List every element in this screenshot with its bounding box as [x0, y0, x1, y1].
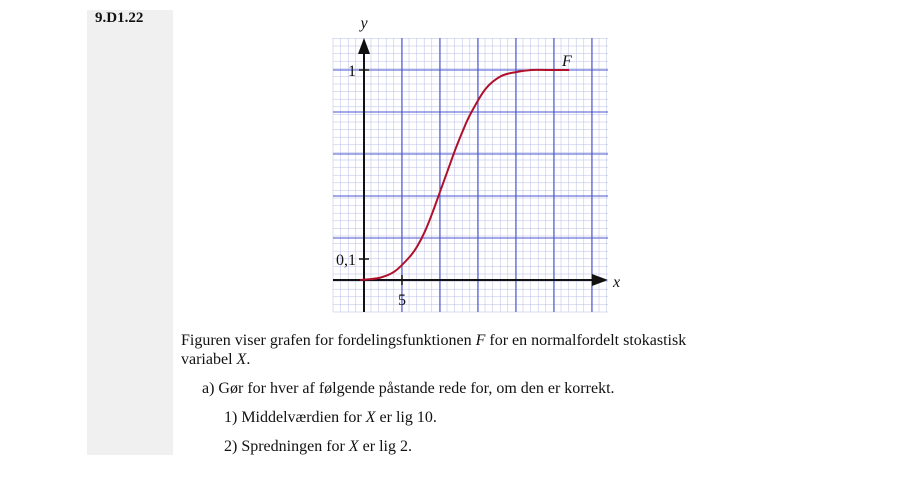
- intro-var-X: X: [236, 351, 247, 368]
- statement-1: [224, 408, 437, 427]
- statement-2-text-2: er lig 2.: [358, 438, 412, 455]
- statement-2: [224, 437, 412, 456]
- x-axis-label: x: [613, 274, 621, 291]
- statement-1-var-X: X: [365, 409, 376, 426]
- axes: [333, 15, 620, 312]
- y-tick-label-1: 1: [348, 63, 356, 80]
- y-tick-label-0.1: 0,1: [336, 252, 356, 269]
- statement-1-text-2: er lig 10.: [375, 409, 437, 426]
- part-a: a) Gør for hver af følgende påstande rede for, om den er korrekt.: [202, 380, 615, 397]
- minor-grid: [333, 38, 608, 312]
- intro-var-F: F: [475, 332, 486, 349]
- cdf-curve: [360, 70, 569, 280]
- x-tick-label-5: 5: [398, 292, 406, 309]
- intro-text-3: .: [246, 351, 251, 368]
- statement-2-text-1: 2) Spredningen for: [224, 438, 349, 455]
- problem-number: 9.D1.22: [95, 10, 144, 26]
- statement-1-text-1: 1) Middelværdien for: [224, 409, 366, 426]
- problem-intro: [181, 331, 741, 369]
- statement-2-var-X: X: [348, 438, 359, 455]
- intro-text-2: for en normalfordelt stokastisk variabel: [181, 332, 687, 368]
- x-axis-arrowhead: [592, 274, 608, 286]
- y-axis-label: y: [360, 15, 368, 32]
- series-label-F: F: [562, 53, 572, 70]
- intro-text-1: Figuren viser grafen for fordelingsfunktionen: [181, 332, 476, 349]
